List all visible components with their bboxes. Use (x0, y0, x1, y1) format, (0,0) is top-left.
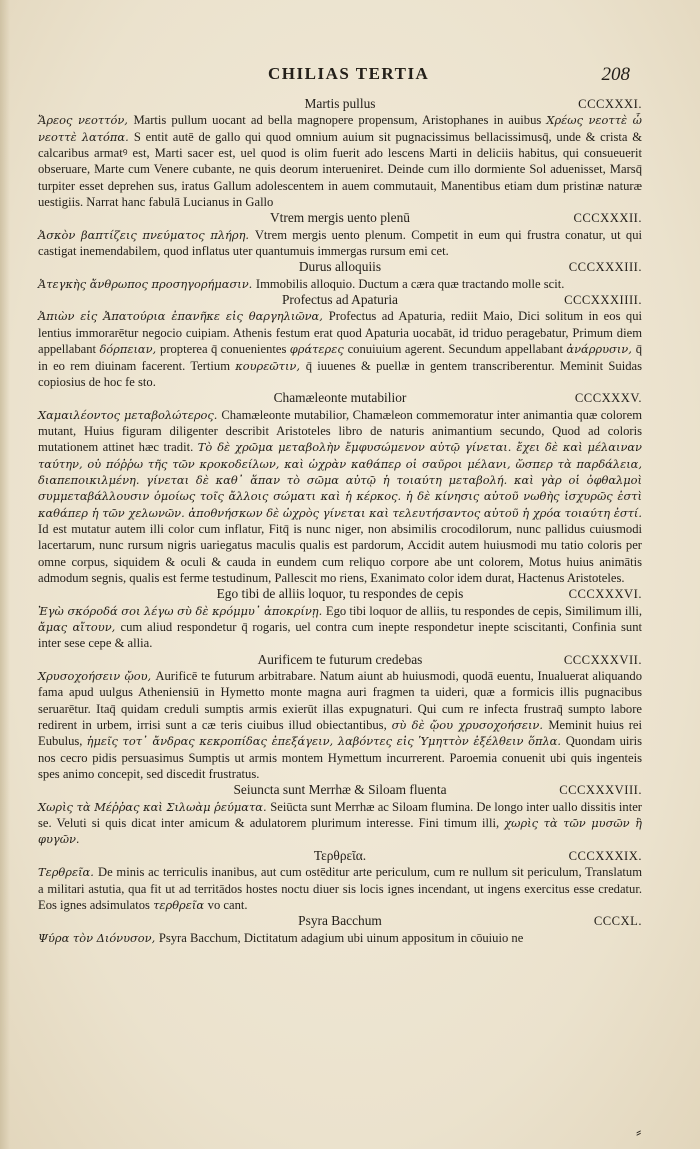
latin-commentary: Seiūcta sunt Merrhæ ac Siloam flumina. De longo inter uallo dissitis inter se. Veluti si quis dicat inter amicum & adulatorem plurimum interesse. Fini timum illi, (38, 799, 642, 831)
adage-heading (38, 390, 642, 406)
adage-title: Profectus ad Apaturia (281, 292, 399, 308)
adage-number: CCCXL. (593, 914, 642, 929)
adage-body (38, 930, 642, 946)
latin-commentary: S entit autē de gallo qui quod omnium auium sit pugnacissimus bellacissimusq̄, unde & crista & calcaribus armatꝰ est, Marti sacer est, uel quod is olim fuerit ado lescens Marti in deliciis habitus, qui consueuerit obseruare, Marte cum Venere cubante, ne quis deorum interueniret. Deinde cum illo dormiente Sol aduenisset, Marsq̄ turpiter esset deprehen sus, iratus Gallum adolescentem in auem commutauit, Manentibus etiam dum pristinæ naturæ uestigiis. Narrat hanc fabulā Lucianus in Gallo (38, 129, 642, 210)
greek-quotation: φράτερες (289, 342, 348, 357)
adage-number: CCCXXXIX. (568, 848, 642, 863)
adage-text-block (38, 96, 642, 946)
catchword-mark: ⸗ (636, 1124, 642, 1141)
greek-quotation: Ἄρεος νεοττόν, (38, 113, 134, 128)
latin-commentary: q̄ iuuenes & puellæ in gentem transcriberentur. Meminit Suidas copiosius de hoc fe sto. (38, 358, 642, 389)
greek-quotation: Χαμαιλέοντος μεταβολώτερος. (38, 407, 222, 422)
greek-quotation: Χρυσοχοήσειν ᾤου, (38, 669, 156, 684)
latin-commentary: Chamæleonte mutabilior, Chamæleon commemoratur inter animantia quæ colorem mutant, Huius figuram diligenter describit Aristoteles libro de naturis animantium secundo, Quod ad coloris mutationem attinet hæc tradit. (38, 407, 642, 455)
adage-number: CCCXXXVI. (568, 587, 642, 602)
latin-commentary: Ego tibi loquor de alliis, tu respondes de cepis, Similimum illi, (325, 603, 642, 618)
latin-commentary: Immobilis alloquio. Ductum a cæra quæ tractando molle scit. (255, 276, 565, 291)
adage-body (38, 668, 642, 782)
latin-commentary: Aurificē te futurum arbitrabare. Natum aiunt ab huiusmodi, quodā euentu, Inualuerat aliquando fama apud uulgus Atheniensiū in Hymetto monte magna auri fragmen ta uideri, quæ a formicis illis pugnacibus seruarētur. Itaq̄ quidam creduli sumptis armis exierūt illas expugnaturi. Qui cum re infecta frustraq̄ sumpto labore redirent in urbem, irrisi sunt a cæ teris ciuibus illud obiectantibus, (38, 669, 642, 733)
greek-quotation: Χρέως νεοττὲ ὦ νεοττὲ λατόπα. (38, 113, 642, 144)
adage-title: Durus alloquiis (298, 259, 382, 275)
folio-number: 208 (601, 64, 630, 85)
greek-quotation: ἡμεῖς τοτ᾽ ἄνδρας κεκροπίδας ἐπεξάγειν, λαβόντες εἰς Ὑμηττὸν ἐξέλθειν ὅπλα. (86, 734, 566, 749)
adage-title: Τερθρεῖα. (313, 847, 367, 863)
adage-body (38, 308, 642, 390)
latin-commentary: Id est mutatur autem illi color cum inflatur, Fitq̄ is nunc niger, non absimilis crocodilorum, nunc pallidus cuiusmodi lacertarum, nunc rursum nigris uariegatus maculis qualis est pardorum, Accidit autem huiusmodi mu tatio coloris per omne corpus, siquidem & oculi & cauda in eundem cum reliquo corpore abe unt colorem, Motus huius animātis admodum segnis, qualis est ferme testudinum, Pallescit mo riens, Exanimato color idem durat, Hactenus Aristoteles. (38, 521, 642, 585)
adage-title: Psyra Bacchum (298, 913, 382, 929)
adage-body (38, 603, 642, 652)
adage-body (38, 227, 642, 260)
adage-body (38, 276, 642, 292)
latin-commentary: Quondam uiris nos cecro pidis persuasimus Sumptis ut armis montem Hymettum incurrerent. Paroemia conuenit ubi quis ingenteis spes animo concepit, sed discedit frustratus. (38, 734, 642, 782)
adage-title: Ego tibi de alliis loquor, tu respondes de cepis (216, 586, 464, 602)
adage-number: CCCXXXI. (578, 97, 642, 111)
greek-quotation: κουρεῶτιν, (235, 358, 306, 373)
page-header (0, 64, 700, 90)
latin-commentary: De minis ac terriculis inanibus, aut cum ostēditur arte periculum, cum re nullum sit periculum, Translatum a militari astutia, qua fit ut ad territādos hostes noctu diuer sis locis ignes incendant, ut ingens exercitus esse credatur. Eos ignes adsimulatos (38, 865, 643, 912)
page-gutter-shadow (0, 0, 10, 1149)
latin-commentary: Psyra Bacchum, Dictitatum adagium ubi uinum appositum in cōuiuio ne (158, 930, 524, 945)
adage-heading (38, 96, 642, 112)
greek-quotation: Τερθρεῖα. (38, 865, 99, 880)
adage-heading (38, 848, 642, 864)
running-title: CHILIAS TERTIA (268, 64, 430, 83)
adage-body (38, 407, 642, 587)
adage-heading (38, 652, 642, 668)
latin-commentary: Profectus ad Apaturia, rediit Maio, Dici solitum in eos qui lentius immorarētur negocio cuipiam. Athenis festum erat quod Apaturia uocabāt, id triduo peragebatur, Primum diem appellabant (38, 309, 642, 357)
greek-quotation: ἀνάρρυσιν, (566, 342, 636, 357)
adage-title: Seiuncta sunt Merrhæ & Siloam fluenta (233, 782, 447, 798)
greek-quotation: Τὸ δὲ χρῶμα μεταβολὴν ἔμφυσώμενον αὐτῷ γίνεται. ἔχει δὲ καὶ μέλαιναν ταύτην, οὐ πόῤῥω τῆς τῶν κροκοδείλων, καὶ ὠχρὰν καθάπερ οἱ σαῦροι μέλανι, ὥσπερ τὰ παρδάλεια, διαπεποικιλμένη. γίνεται δὲ καθ᾽ ἅπαν τὸ σῶμα αὐτῷ ἡ τοιαύτη μεταβολή. καὶ γὰρ οἱ ὀφθαλμοὶ συμμεταβάλλουσιν ὁμοίως τοῖς ἄλλοις σώματι καὶ ἡ κέρκος. ἡ δὲ κίνησις αὐτοῦ νωθὴς ἰσχυρῶς ἐστὶ καθάπερ ἡ τῶν χελωνῶν. ἀποθνήσκων δὲ ὠχρὸς γίνεται καὶ τελευτήσαντος αὐτοῦ ἡ χρόα τοιαύτη ἐστί. (38, 440, 642, 520)
adage-heading (38, 782, 642, 798)
greek-quotation: Χωρὶς τὰ Μέῤῥας καὶ Σιλωὰμ ῥεύματα. (38, 799, 271, 814)
greek-quotation: σὺ δὲ ᾤου χρυσοχοήσειν. (391, 718, 549, 733)
adage-heading (38, 259, 642, 275)
adage-title: Chamæleonte mutabilior (273, 390, 407, 406)
adage-heading (38, 913, 642, 929)
greek-quotation: Ἀπιὼν εἰς Ἀπατούρια ἐπανῆκε εἰς θαργηλιῶνα, (38, 309, 329, 324)
greek-quotation: Ἐγὼ σκόροδά σοι λέγω σὺ δὲ κρόμμυ᾽ ἀποκρίνῃ. (38, 603, 326, 618)
latin-commentary: Vtrem mergis uento plenum. Competit in eum qui frustra conatur, ut qui castigat inemendabilem, quod inflatus uter quantumuis immergas rursum emi cet. (38, 227, 642, 259)
greek-quotation: Ἀτεγκὴς ἄνθρωπος προσηγορήμασιν. (38, 276, 256, 291)
latin-commentary: propterea q̄ conuenientes (160, 342, 290, 357)
greek-quotation: Ἀσκὸν βαπτίζεις πνεύματος πλήρη. (38, 227, 255, 242)
adage-number: CCCXXXII. (573, 211, 642, 226)
latin-commentary: Martis pullum uocant ad bella magnopere propensum, Aristophanes in auibus (133, 113, 547, 128)
greek-quotation: τερθρεῖα (153, 897, 208, 912)
adage-body (38, 864, 642, 913)
adage-heading (38, 210, 642, 226)
latin-commentary: vo cant. (207, 897, 248, 912)
adage-number: CCCXXXV. (574, 391, 642, 406)
adage-number: CCCXXXIIII. (564, 293, 642, 308)
adage-number: CCCXXXVIII. (559, 783, 642, 798)
adage-heading (38, 586, 642, 602)
adage-title: Martis pullus (304, 96, 376, 111)
latin-commentary: Meminit huius rei Eubulus, (38, 718, 643, 749)
greek-quotation: χωρὶς τὰ τῶν μυσῶν ἢ φυγῶν. (38, 816, 642, 847)
adage-body (38, 799, 642, 848)
adage-title: Aurificem te futurum credebas (257, 651, 423, 667)
greek-quotation: δόρπειαν, (99, 342, 161, 357)
greek-quotation: ἄμας αἴτουν, (38, 620, 121, 634)
adage-number: CCCXXXVII. (563, 652, 642, 667)
adage-number: CCCXXXIII. (568, 260, 642, 275)
greek-quotation: Ψύρα τὸν Διόνυσον, (38, 930, 159, 945)
latin-commentary: conuiuium agerent. Secundum appellabant (347, 342, 567, 357)
adage-title: Vtrem mergis uento plenū (270, 210, 410, 226)
latin-commentary: cum aliud respondetur q̄ rogaris, uel contra cum inepte respondetur inepte sciscitanti, Confinia sunt inter sese cepe & allia. (38, 620, 643, 651)
latin-commentary: q̄ in eo rem diuinam facerent. Tertium (38, 342, 642, 373)
adage-body (38, 112, 642, 210)
adage-heading (38, 292, 642, 308)
